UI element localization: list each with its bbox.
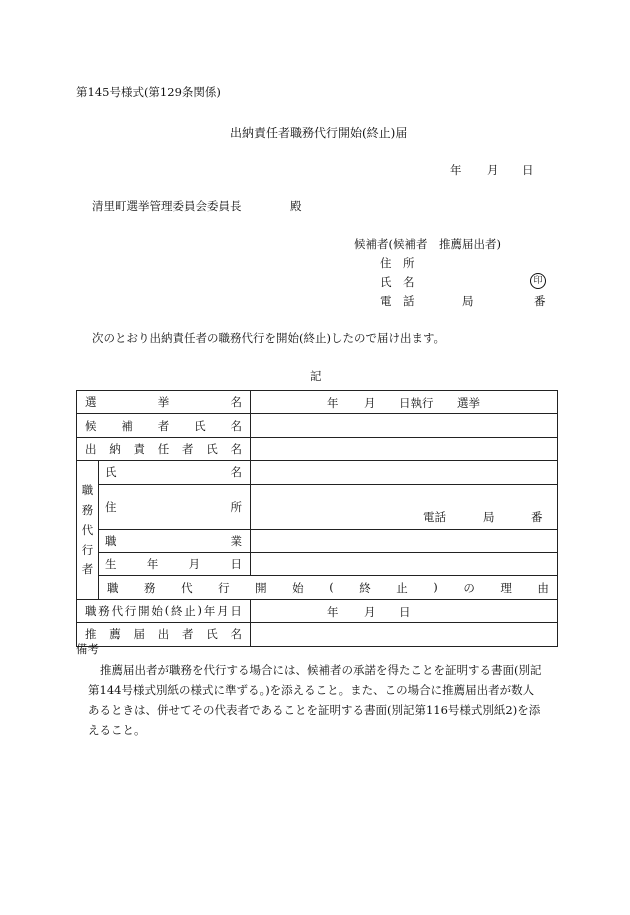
- addressee-name: 清里町選挙管理委員会委員長: [92, 199, 242, 213]
- value-proxy-name: [251, 461, 558, 484]
- label-recommender-name: [77, 623, 251, 646]
- label-start-date: [77, 599, 251, 622]
- seal-icon: 印: [530, 273, 546, 289]
- label-proxy-name: [99, 461, 251, 484]
- remarks-line: 推薦届出者が職務を代行する場合には、候補者の承諾を得たことを証明する書面(別記: [100, 663, 542, 677]
- label-text: 職 務 代 行 開 始 ( 終 止 ) 年 月 日: [85, 602, 242, 618]
- label-proxy-job: [99, 529, 251, 552]
- remarks-line: えること。: [88, 723, 146, 737]
- label-text: 出 納 責 任 者 氏 名: [85, 441, 242, 456]
- value-proxy-birth: [251, 552, 558, 575]
- label-proxy-group: [77, 461, 99, 600]
- table-row: [77, 576, 558, 599]
- submitter-phone-number: 番: [534, 294, 546, 308]
- submitter-address-label: 住 所: [380, 256, 415, 270]
- label-text: 職 業: [105, 533, 242, 548]
- submitter-name-label: 氏 名: [380, 275, 415, 289]
- election-month: 月: [364, 396, 376, 411]
- seal-mark: [530, 273, 546, 289]
- form-title: 出納責任者職務代行開始(終止)届: [230, 126, 408, 140]
- label-text: 住 所: [105, 499, 242, 514]
- table-row: [77, 623, 558, 646]
- proxy-phone-station: 局: [483, 509, 495, 524]
- remarks-line: 第144号様式別紙の様式に準ずる。)を添えること。また、この場合に推薦届出者が数人: [88, 683, 535, 697]
- ki-marker: 記: [310, 369, 322, 383]
- start-year: 年: [327, 604, 339, 619]
- election-year: 年: [327, 396, 339, 411]
- remarks-line: あるときは、併せてその代表者であることを証明する書面(別記第116号様式別紙2)を添: [88, 703, 541, 717]
- submitter-phone-station: 局: [462, 294, 474, 308]
- table-row: [77, 461, 558, 484]
- value-proxy-job: [251, 529, 558, 552]
- label-text: 候 補 者 氏 名: [85, 418, 242, 433]
- submitter-phone-label: 電 話: [380, 294, 415, 308]
- value-proxy-address: [251, 484, 558, 529]
- table-row: [77, 414, 558, 437]
- form-number: 第145号様式(第129条関係): [76, 85, 221, 99]
- start-month: 月: [364, 604, 376, 619]
- table-row: [77, 552, 558, 575]
- label-treasurer-name: [77, 437, 251, 460]
- label-reason: [99, 576, 558, 599]
- label-text: 生 年 月 日: [105, 557, 242, 572]
- table-row: [77, 484, 558, 529]
- table-row: [77, 599, 558, 622]
- value-start-date: [251, 599, 558, 622]
- label-text: 職 務 代 行 開 始 ( 終 止 ) の 理 由: [107, 579, 549, 595]
- proxy-phone-number: 番: [531, 509, 543, 524]
- label-candidate-name: [77, 414, 251, 437]
- election-day-exec: 日執行: [399, 396, 434, 411]
- date-month: 月: [487, 163, 499, 177]
- value-treasurer-name: [251, 437, 558, 460]
- date-year: 年: [450, 163, 462, 177]
- value-recommender-name: [251, 623, 558, 646]
- date-day: 日: [522, 163, 534, 177]
- table-row: [77, 529, 558, 552]
- proxy-phone-label: 電話: [423, 509, 446, 524]
- value-candidate-name: [251, 414, 558, 437]
- label-text: 氏 名: [105, 465, 242, 480]
- label-text: 推 薦 届 出 者 氏 名: [85, 627, 242, 642]
- remarks-heading: 備考: [76, 642, 99, 656]
- label-proxy-address: [99, 484, 251, 529]
- label-text: 選 挙 名: [85, 395, 242, 410]
- start-day: 日: [399, 604, 411, 619]
- submitter-heading: 候補者(候補者 推薦届出者): [354, 237, 501, 251]
- election-election: 選挙: [457, 396, 480, 411]
- form-table: [76, 390, 558, 647]
- table-row: [77, 437, 558, 460]
- proxy-group-text: 職 務 代 行 者: [81, 483, 94, 577]
- addressee-honorific: 殿: [290, 199, 302, 213]
- label-proxy-birth: [99, 552, 251, 575]
- intro-text: 次のとおり出納責任者の職務代行を開始(終止)したので届け出ます。: [92, 331, 446, 345]
- table-row: [77, 391, 558, 414]
- value-election-name: [251, 391, 558, 414]
- label-election-name: [77, 391, 251, 414]
